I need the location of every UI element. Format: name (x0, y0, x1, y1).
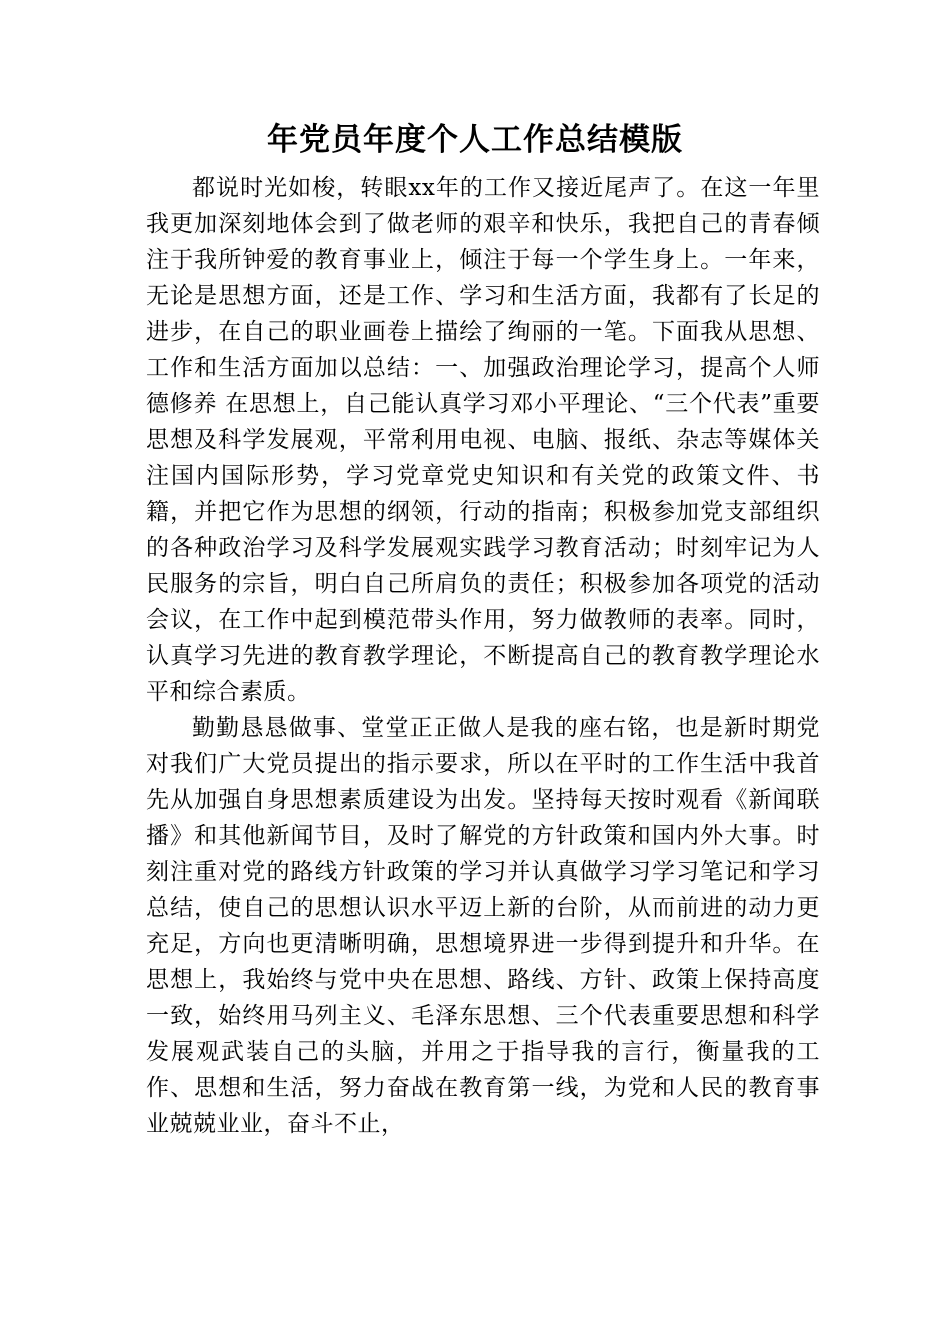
paragraph-1: 都说时光如梭，转眼xx年的工作又接近尾声了。在这一年里我更加深刻地体会到了做老师的艰辛和快乐，我把自己的青春倾注于我所钟爱的教育事业上，倾注于每一个学生身上。一年来，无论是思想方面，还是工作、学习和生活方面，我都有了长足的进步，在自己的职业画卷上描绘了绚丽的一笔。下面我从思想、工作和生活方面加以总结：一、加强政治理论学习，提高个人师德修养 在思想上，自己能认真学习邓小平理论、“三个代表”重要思想及科学发展观，平常利用电视、电脑、报纸、杂志等媒体关注国内国际形势，学习党章党史知识和有关党的政策文件、书籍，并把它作为思想的纲领，行动的指南；积极参加党支部组织的各种政治学习及科学发展观实践学习教育活动；时刻牢记为人民服务的宗旨，明白自己所肩负的责任；积极参加各项党的活动会议，在工作中起到模范带头作用，努力做教师的表率。同时，认真学习先进的教育教学理论，不断提高自己的教育教学理论水平和综合素质。 (146, 175, 820, 705)
document-title: 年党员年度个人工作总结模版 (267, 122, 683, 158)
document-body (146, 170, 820, 1142)
paragraph-2: 勤勤恳恳做事、堂堂正正做人是我的座右铭，也是新时期党对我们广大党员提出的指示要求，所以在平时的工作生活中我首先从加强自身思想素质建设为出发。坚持每天按时观看《新闻联播》和其他新闻节目，及时了解党的方针政策和国内外大事。时刻注重对党的路线方针政策的学习并认真做学习学习笔记和学习总结，使自己的思想认识水平迈上新的台阶，从而前进的动力更充足，方向也更清晰明确，思想境界进一步得到提升和升华。在思想上，我始终与党中央在思想、路线、方针、政策上保持高度一致，始终用马列主义、毛泽东思想、三个代表重要思想和科学发展观武装自己的头脑，并用之于指导我的言行，衡量我的工作、思想和生活，努力奋战在教育第一线，为党和人民的教育事业兢兢业业，奋斗不止， (146, 715, 820, 1137)
